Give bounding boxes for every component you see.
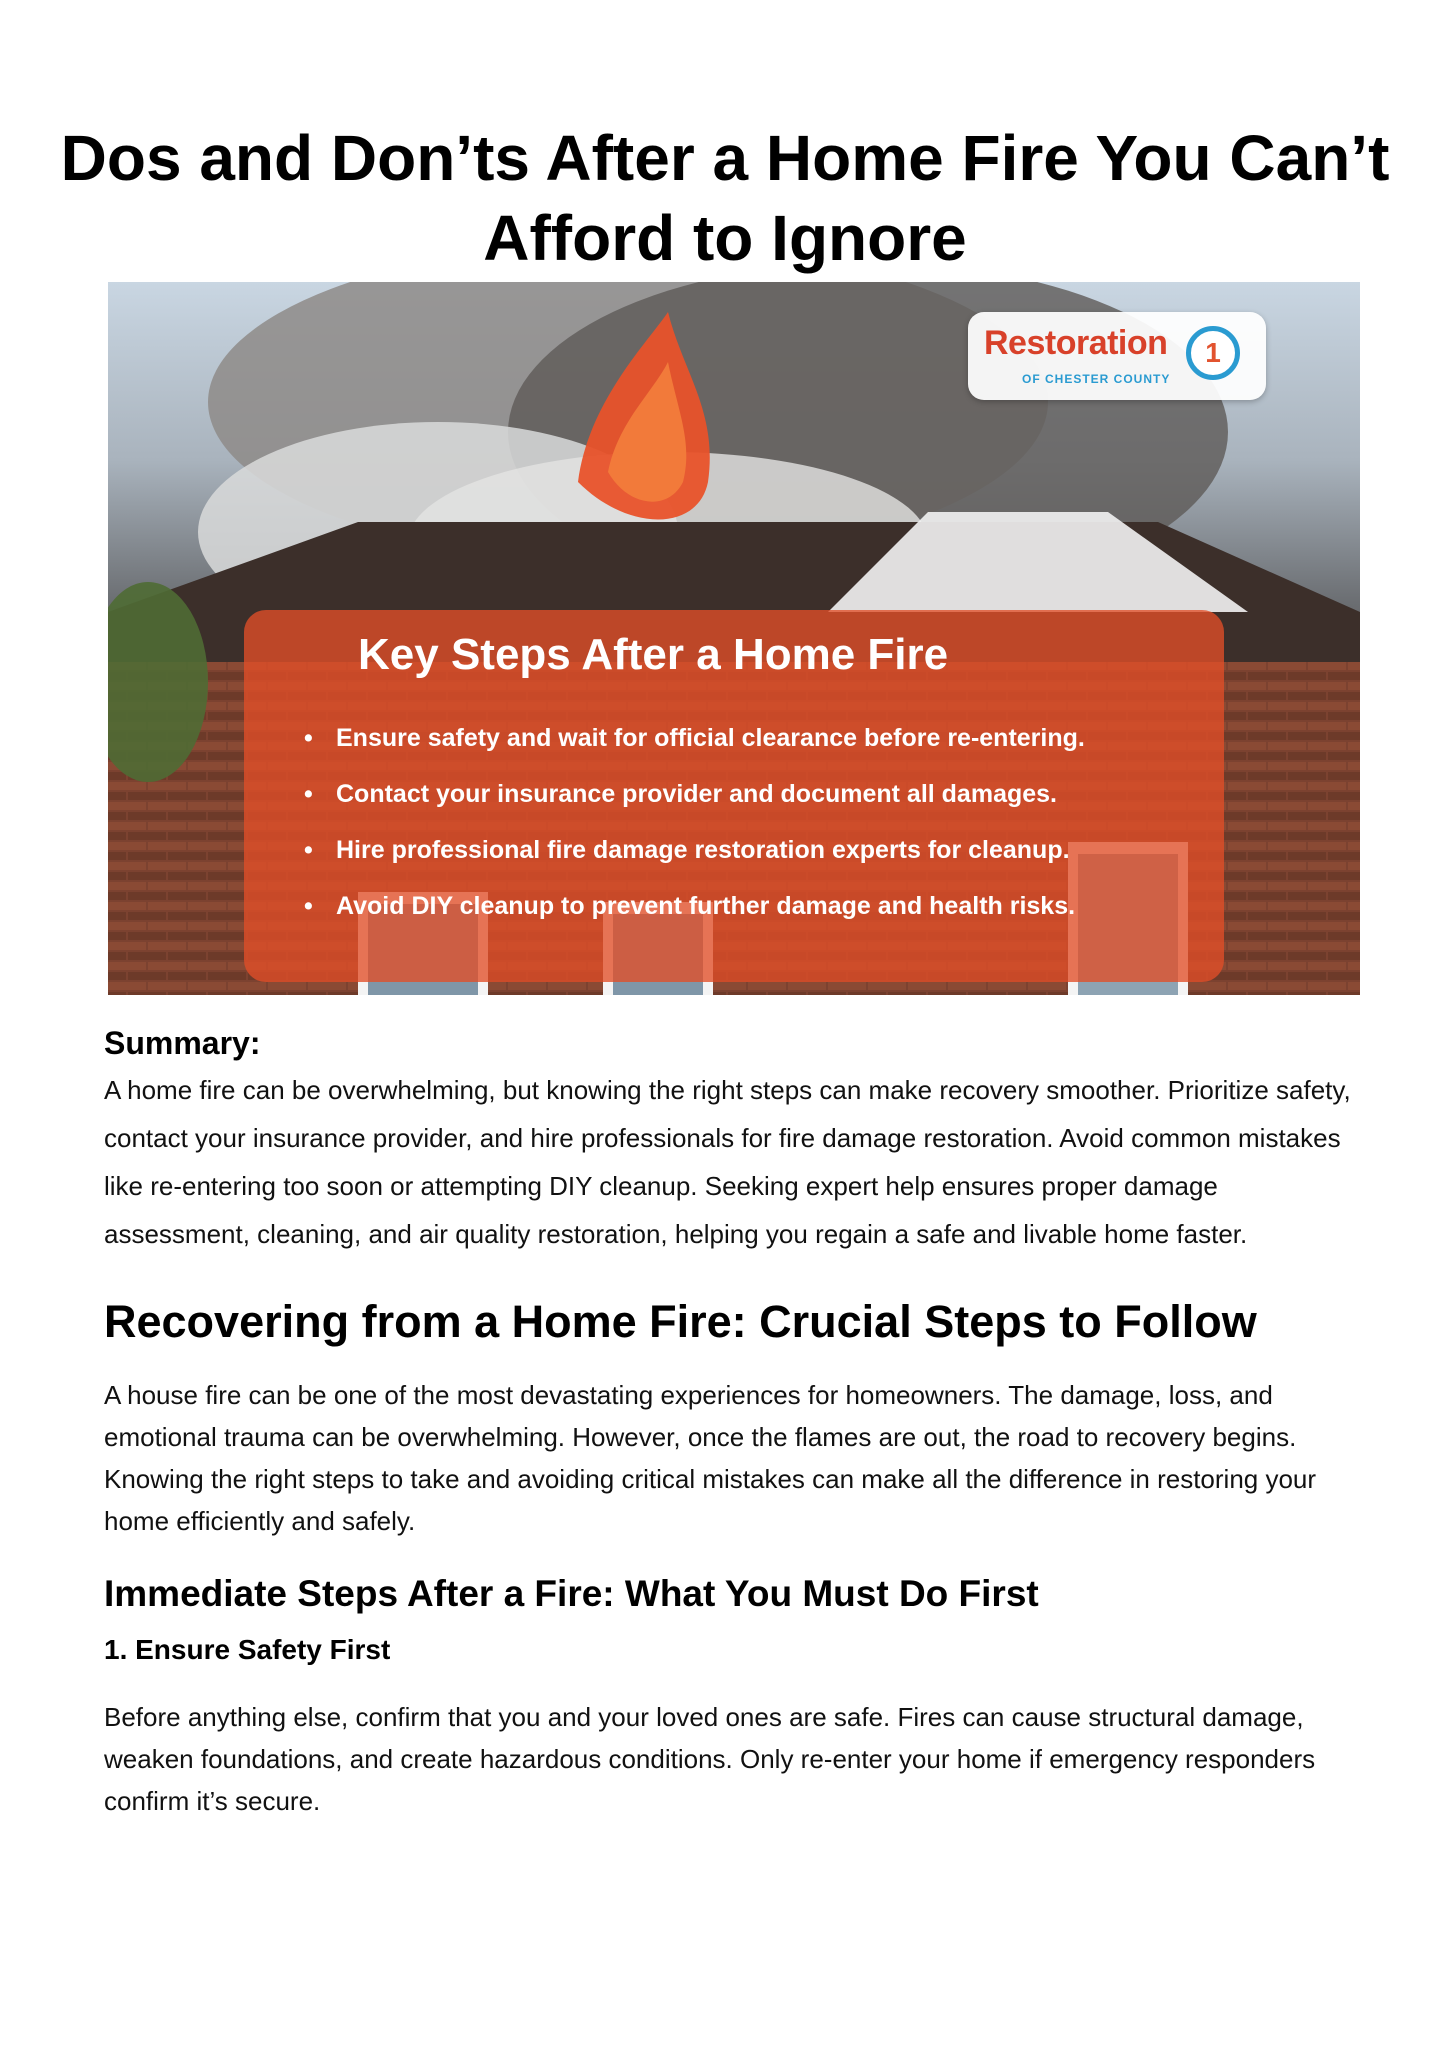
key-step-item: • Hire professional fire damage restoration experts for cleanup. <box>304 822 1085 878</box>
logo-tagline: OF CHESTER COUNTY <box>1022 372 1171 386</box>
logo-number-icon: 1 <box>1186 326 1240 380</box>
section-paragraph-recovering: A house fire can be one of the most devastating experiences for homeowners. The damage, loss, and emotional trauma can be overwhelming. However, once the flames are out, the road to recovery begins. Knowing the right steps to take and avoiding critical mistakes can make all the difference in restoring your home efficiently and safely. <box>104 1380 1317 1536</box>
section-paragraph-safety: Before anything else, confirm that you and your loved ones are safe. Fires can cause structural damage, weaken foundations, and create hazardous conditions. Only re-enter your home if emergency responders confirm it’s secure. <box>104 1702 1316 1816</box>
section-heading-immediate-steps: Immediate Steps After a Fire: What You Must Do First <box>104 1573 1039 1614</box>
key-step-item: • Ensure safety and wait for official clearance before re-entering. <box>304 710 1085 766</box>
subheading-ensure-safety: 1. Ensure Safety First <box>104 1634 391 1665</box>
logo-wordmark: Restoration <box>984 324 1168 362</box>
article-body <box>104 1020 1354 1822</box>
key-steps-list <box>304 710 1085 934</box>
key-step-item: • Contact your insurance provider and document all damages. <box>304 766 1085 822</box>
page-title: Dos and Don’ts After a Home Fire You Can’t Afford to Ignore <box>60 122 1390 274</box>
summary-paragraph: A home fire can be overwhelming, but knowing the right steps can make recovery smoother. Prioritize safety, contact your insurance provider, and hire professionals for fire damage restoration. Avoid common mistakes like re-entering too soon or attempting DIY cleanup. Seeking expert help ensures proper damage assessment, cleaning, and air quality restoration, helping you regain a safe and livable home faster. <box>104 1075 1351 1249</box>
key-steps-title: Key Steps After a Home Fire <box>358 630 949 679</box>
key-steps-panel <box>244 610 1224 982</box>
section-heading-recovering: Recovering from a Home Fire: Crucial Steps to Follow <box>104 1296 1257 1347</box>
hero-image <box>108 282 1360 995</box>
summary-heading: Summary: <box>104 1025 261 1061</box>
company-logo <box>968 312 1266 400</box>
key-step-item: • Avoid DIY cleanup to prevent further damage and health risks. <box>304 878 1085 934</box>
